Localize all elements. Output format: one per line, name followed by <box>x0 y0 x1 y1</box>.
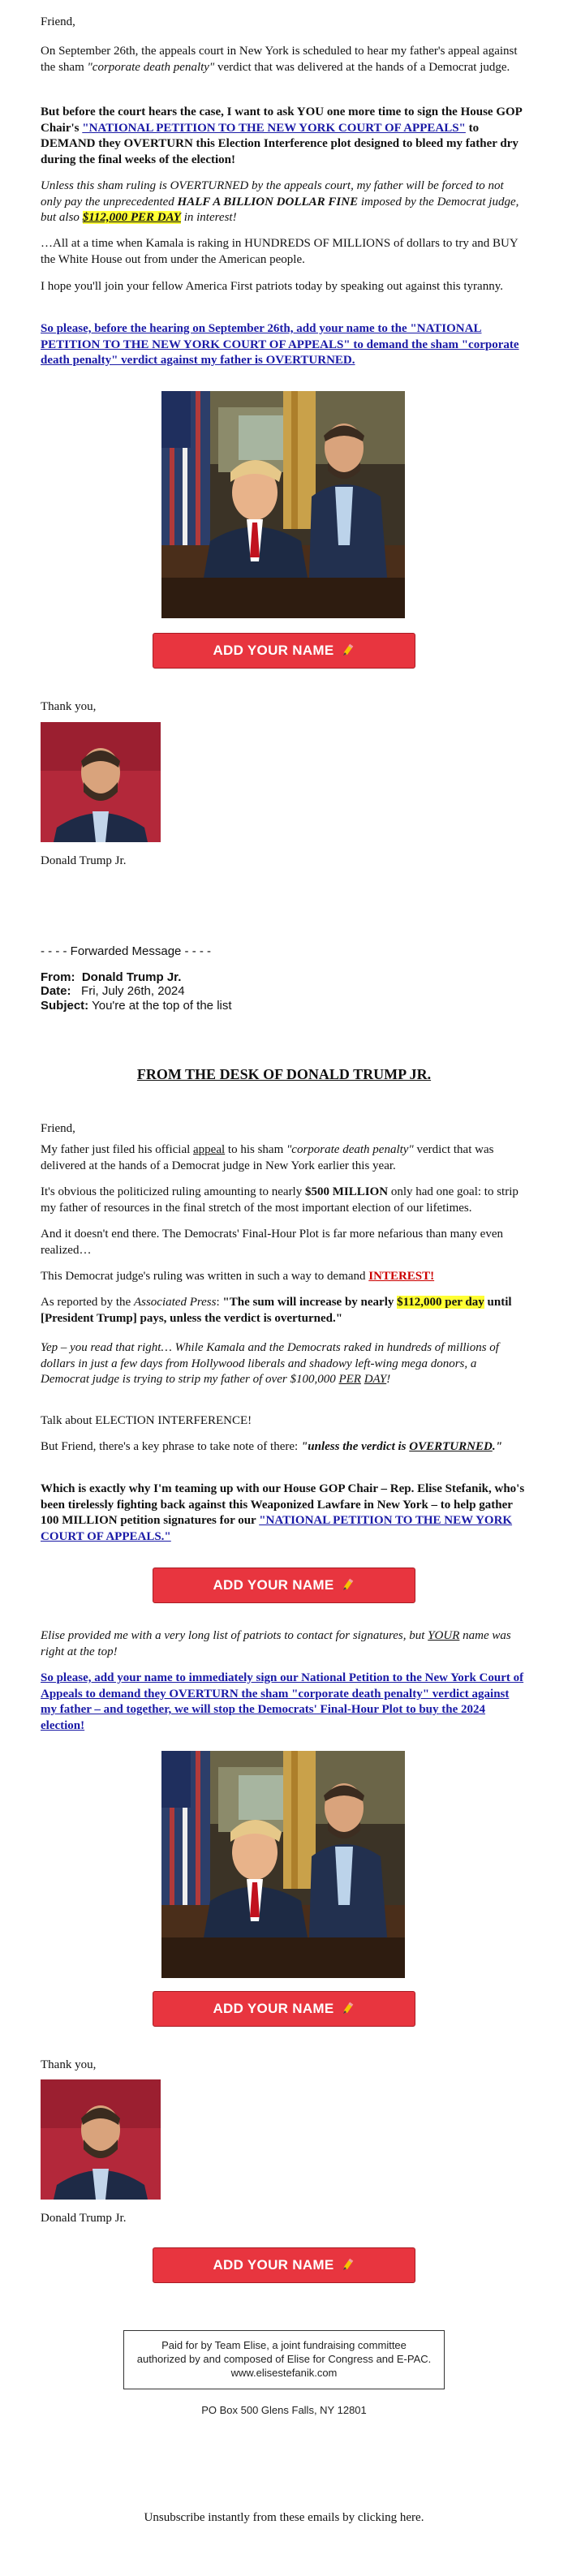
forward-paragraph-5: As reported by the Associated Press: "The sum will increase by nearly $112,000 per day until [President Trump] pays, unless the verdict is overturned." <box>41 1296 512 1325</box>
forward-paragraph-1: My father just filed his official appeal to his sham "corporate death penalty" verdict that was delivered at the hands of a Democrat judge in New York earlier this year. <box>41 1143 494 1172</box>
forwarded-header: - - - - Forwarded Message - - - - <box>41 944 212 958</box>
paragraph-2: But before the court hears the case, I want to ask YOU one more time to sign the House GOP Chair's "NATIONAL PETITION TO THE NEW YORK COURT OF APPEALS" to DEMAND they OVERTURN this Election Interference plot designed to bleed my father dry during the final weeks of the election! <box>41 105 522 166</box>
add-your-name-label-3: ADD YOUR NAME <box>213 2001 334 2016</box>
trump-photo-2[interactable] <box>161 1751 405 1978</box>
paragraph-1: On September 26th, the appeals court in New York is scheduled to hear my father's appeal against the sham "corporate death penalty" verdict that was delivered at the hands of a Democrat judge. <box>41 45 518 74</box>
paid-for-disclaimer: Paid for by Team Elise, a joint fundraising committee authorized by and composed of Elise for Congress and E-PAC. www.elisestefanik.com <box>123 2330 445 2389</box>
from-row: From: Donald Trump Jr. <box>41 970 182 984</box>
pencil-icon <box>341 2002 355 2016</box>
date-row: Date: Fri, July 26th, 2024 <box>41 984 185 999</box>
paragraph-4: …All at a time when Kamala is raking in HUNDREDS OF MILLIONS of dollars to try and BUY the White House out from under the American people. <box>41 237 519 266</box>
headshot-image <box>41 722 161 842</box>
add-your-name-button-2[interactable] <box>153 1568 415 1603</box>
add-your-name-label: ADD YOUR NAME <box>213 643 334 658</box>
desk-title: FROM THE DESK OF DONALD TRUMP JR. <box>136 1066 432 1082</box>
forward-paragraph-4: This Democrat judge's ruling was written in such a way to demand INTEREST! <box>41 1270 435 1283</box>
mailing-address: PO Box 500 Glens Falls, NY 12801 <box>201 2404 367 2416</box>
headshot-image-2 <box>41 2079 161 2200</box>
pencil-icon <box>341 1578 355 1593</box>
trump-photo-image <box>161 391 405 618</box>
forward-petition-link[interactable]: "NATIONAL PETITION TO THE NEW YORK COURT OF APPEALS." <box>41 1514 513 1543</box>
pencil-icon <box>341 643 355 658</box>
forward-paragraph-10: Elise provided me with a very long list of patriots to contact for signatures, but YOUR name was right at the top! <box>41 1629 511 1658</box>
forward-paragraph-2: It's obvious the politicized ruling amounting to nearly $500 MILLION only had one goal: to strip my father of resources in the final stretch of the most important election of our lifetimes. <box>41 1185 519 1215</box>
add-your-name-label-4: ADD YOUR NAME <box>213 2257 334 2273</box>
forward-paragraph-7: Talk about ELECTION INTERFERENCE! <box>41 1414 252 1427</box>
forward-cta-link[interactable]: So please, add your name to immediately sign our National Petition to the New York Court of Appeals to demand they OVERTURN the sham "corporate death penalty" verdict against my father – and together, we will stop the Democrats' Final-Hour Plot to buy the 2024 election! <box>41 1671 524 1732</box>
trump-photo[interactable] <box>161 391 405 618</box>
forward-paragraph-9: Which is exactly why I'm teaming up with our House GOP Chair – Rep. Elise Stefanik, who's been tirelessly fighting back against this Weaponized Lawfare in New York – to help gather 100 MILLION petition signatures for our "NATIONAL PETITION TO THE NEW YORK COURT OF APPEALS." <box>41 1482 525 1543</box>
forward-paragraph-3: And it doesn't end there. The Democrats' Final-Hour Plot is far more nefarious than many even realized… <box>41 1228 503 1257</box>
paragraph-5: I hope you'll join your fellow America First patriots today by speaking out against this tyranny. <box>41 280 503 293</box>
pencil-icon <box>341 2258 355 2273</box>
forward-paragraph-6: Yep – you read that right… While Kamala and the Democrats raked in hundreds of millions of dollars in just a few days from Hollywood liberals and shadowy left-wing mega donors, a Democrat judge is trying to strip my father of over $100,000 PER DAY! <box>41 1341 499 1386</box>
forward-paragraph-8: But Friend, there's a key phrase to take note of there: "unless the verdict is OVERTURNED." <box>41 1440 502 1453</box>
thanks-text-2: Thank you, <box>41 2058 97 2071</box>
donald-jr-headshot <box>41 722 161 842</box>
add-your-name-button-3[interactable] <box>153 1991 415 2027</box>
forwarded-meta <box>41 970 527 1013</box>
add-your-name-button[interactable] <box>153 633 415 669</box>
trump-photo-image-2 <box>161 1751 405 1978</box>
signature: Donald Trump Jr. <box>41 854 127 867</box>
add-your-name-label-2: ADD YOUR NAME <box>213 1577 334 1593</box>
petition-link[interactable]: "NATIONAL PETITION TO THE NEW YORK COURT OF APPEALS" <box>82 121 466 135</box>
subject-row: Subject: You're at the top of the list <box>41 998 232 1013</box>
petition-cta-link[interactable]: So please, before the hearing on September 26th, add your name to the "NATIONAL PETITION TO THE NEW YORK COURT OF APPEALS" to demand the sham "corporate death penalty" verdict against my father is OVERTURNED. <box>41 322 519 367</box>
add-your-name-button-4[interactable] <box>153 2247 415 2283</box>
donald-jr-headshot-2 <box>41 2079 161 2200</box>
greeting: Friend, <box>41 15 75 28</box>
paragraph-3: Unless this sham ruling is OVERTURNED by the appeals court, my father will be forced to not only pay the unprecedented HALF A BILLION DOLLAR FINE imposed by the Democrat judge, but also $112,000 PER DAY in interest! <box>41 179 519 224</box>
unsubscribe-link[interactable]: Unsubscribe instantly from these emails by clicking here. <box>144 2511 424 2524</box>
forward-greeting: Friend, <box>41 1122 75 1135</box>
signature-2: Donald Trump Jr. <box>41 2212 127 2225</box>
thanks-text: Thank you, <box>41 700 97 713</box>
